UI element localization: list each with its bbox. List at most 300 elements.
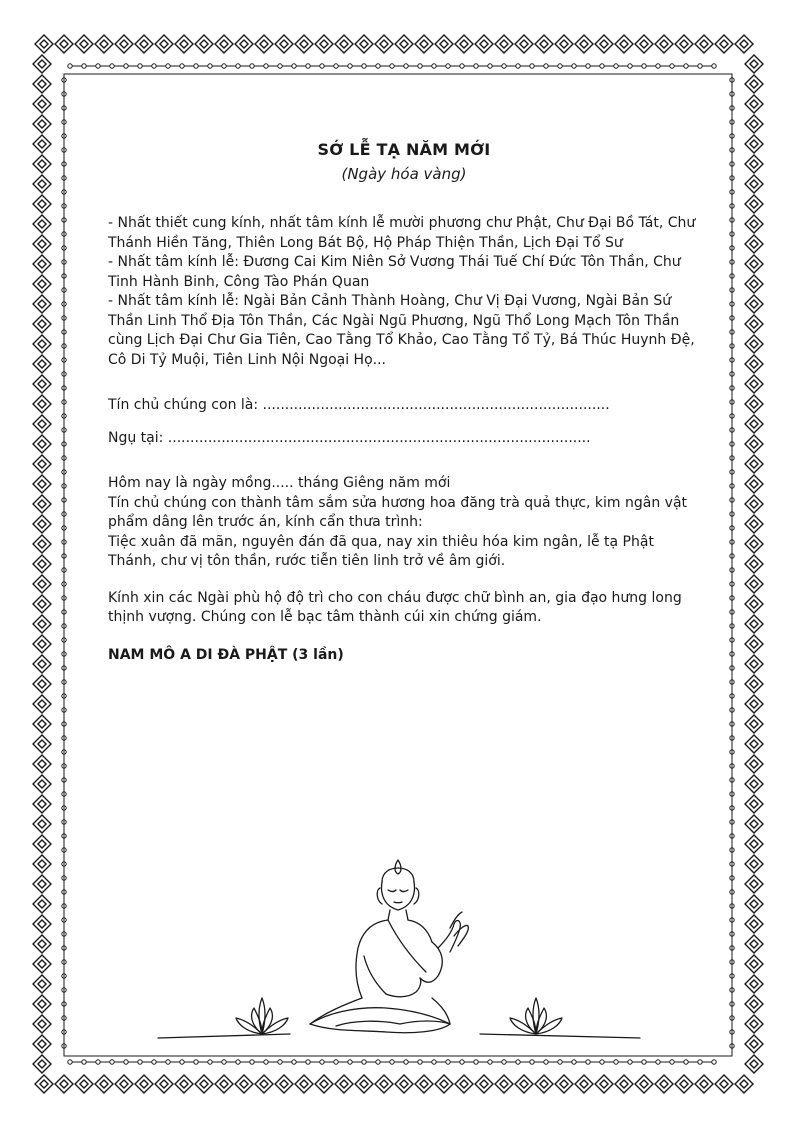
border-diamond-icon bbox=[33, 255, 51, 273]
chain-bead-icon bbox=[96, 1060, 100, 1064]
border-diamond-icon bbox=[33, 975, 51, 993]
border-diamond-icon bbox=[745, 155, 763, 173]
chain-bead-icon bbox=[712, 1060, 716, 1064]
border-diamond-inner-icon bbox=[280, 1080, 288, 1088]
border-diamond-icon bbox=[435, 1075, 453, 1093]
border-diamond-inner-icon bbox=[38, 1000, 46, 1008]
border-diamond-inner-icon bbox=[38, 980, 46, 988]
border-diamond-inner-icon bbox=[38, 220, 46, 228]
chain-bead-icon bbox=[614, 64, 618, 68]
border-diamond-icon bbox=[95, 35, 113, 53]
chain-bead-icon bbox=[138, 1060, 142, 1064]
border-diamond-inner-icon bbox=[160, 1080, 168, 1088]
prayer-line: Hôm nay là ngày mồng..... tháng Giêng năm mới bbox=[108, 475, 451, 491]
border-diamond-inner-icon bbox=[38, 1040, 46, 1048]
border-diamond-inner-icon bbox=[38, 360, 46, 368]
border-diamond-icon bbox=[33, 755, 51, 773]
border-diamond-icon bbox=[33, 635, 51, 653]
border-diamond-icon bbox=[33, 595, 51, 613]
border-diamond-icon bbox=[33, 155, 51, 173]
border-diamond-icon bbox=[745, 615, 763, 633]
border-diamond-inner-icon bbox=[400, 40, 408, 48]
chain-bead-icon bbox=[292, 1060, 296, 1064]
border-diamond-inner-icon bbox=[750, 820, 758, 828]
border-diamond-icon bbox=[155, 35, 173, 53]
border-diamond-icon bbox=[215, 1075, 233, 1093]
border-diamond-icon bbox=[33, 915, 51, 933]
border-diamond-icon bbox=[745, 715, 763, 733]
border-diamond-icon bbox=[33, 115, 51, 133]
border-diamond-inner-icon bbox=[140, 40, 148, 48]
border-diamond-icon bbox=[33, 275, 51, 293]
border-diamond-inner-icon bbox=[500, 1080, 508, 1088]
border-diamond-icon bbox=[33, 895, 51, 913]
border-diamond-icon bbox=[475, 1075, 493, 1093]
border-diamond-icon bbox=[135, 35, 153, 53]
border-diamond-inner-icon bbox=[38, 320, 46, 328]
border-diamond-inner-icon bbox=[540, 1080, 548, 1088]
chain-bead-icon bbox=[670, 1060, 674, 1064]
border-diamond-icon bbox=[715, 35, 733, 53]
border-diamond-icon bbox=[33, 515, 51, 533]
border-diamond-icon bbox=[715, 1075, 733, 1093]
border-diamond-icon bbox=[33, 135, 51, 153]
border-diamond-icon bbox=[255, 35, 273, 53]
border-diamond-icon bbox=[745, 675, 763, 693]
border-diamond-inner-icon bbox=[38, 840, 46, 848]
border-diamond-icon bbox=[195, 35, 213, 53]
border-diamond-icon bbox=[35, 1075, 53, 1093]
border-diamond-icon bbox=[33, 715, 51, 733]
invocation-item: - Nhất thiết cung kính, nhất tâm kính lễ mười phương chư Phật, Chư Đại Bồ Tát, Chư Thánh Hiền Tăng, Thiên Long Bát Bộ, Hộ Pháp Thiện Thần, Lịch Đại Tổ Sư bbox=[108, 215, 696, 251]
border-diamond-icon bbox=[155, 1075, 173, 1093]
border-diamond-icon bbox=[675, 35, 693, 53]
border-diamond-icon bbox=[355, 35, 373, 53]
chain-bead-icon bbox=[418, 1060, 422, 1064]
chain-bead-icon bbox=[264, 64, 268, 68]
border-diamond-icon bbox=[33, 375, 51, 393]
chain-bead-icon bbox=[698, 64, 702, 68]
border-diamond-inner-icon bbox=[340, 1080, 348, 1088]
border-diamond-icon bbox=[745, 1035, 763, 1053]
border-diamond-inner-icon bbox=[440, 1080, 448, 1088]
border-diamond-icon bbox=[745, 655, 763, 673]
border-diamond-icon bbox=[745, 335, 763, 353]
border-diamond-inner-icon bbox=[750, 1020, 758, 1028]
border-diamond-icon bbox=[745, 635, 763, 653]
border-diamond-inner-icon bbox=[750, 520, 758, 528]
border-diamond-inner-icon bbox=[750, 340, 758, 348]
border-diamond-icon bbox=[745, 435, 763, 453]
border-diamond-inner-icon bbox=[160, 40, 168, 48]
chain-bead-icon bbox=[488, 1060, 492, 1064]
border-diamond-inner-icon bbox=[750, 760, 758, 768]
chain-bead-icon bbox=[628, 1060, 632, 1064]
seated-buddha-lotus-icon bbox=[150, 848, 650, 1048]
border-diamond-inner-icon bbox=[38, 640, 46, 648]
border-diamond-icon bbox=[335, 1075, 353, 1093]
border-diamond-icon bbox=[33, 835, 51, 853]
chain-bead-icon bbox=[208, 64, 212, 68]
border-diamond-inner-icon bbox=[750, 380, 758, 388]
border-diamond-inner-icon bbox=[38, 60, 46, 68]
border-diamond-inner-icon bbox=[220, 40, 228, 48]
border-diamond-inner-icon bbox=[720, 40, 728, 48]
border-diamond-inner-icon bbox=[750, 200, 758, 208]
border-diamond-inner-icon bbox=[38, 240, 46, 248]
border-diamond-icon bbox=[535, 35, 553, 53]
chain-bead-icon bbox=[194, 1060, 198, 1064]
border-diamond-icon bbox=[33, 855, 51, 873]
border-diamond-inner-icon bbox=[540, 40, 548, 48]
border-diamond-icon bbox=[575, 1075, 593, 1093]
border-diamond-icon bbox=[745, 295, 763, 313]
chain-bead-icon bbox=[152, 1060, 156, 1064]
border-diamond-icon bbox=[745, 935, 763, 953]
border-diamond-inner-icon bbox=[750, 1060, 758, 1068]
right-lotus-icon bbox=[510, 998, 562, 1034]
border-diamond-icon bbox=[745, 995, 763, 1013]
border-diamond-icon bbox=[745, 55, 763, 73]
chain-bead-icon bbox=[320, 1060, 324, 1064]
chain-bead-icon bbox=[236, 64, 240, 68]
border-diamond-inner-icon bbox=[750, 1040, 758, 1048]
border-diamond-inner-icon bbox=[750, 640, 758, 648]
border-diamond-icon bbox=[33, 355, 51, 373]
invocation-list bbox=[108, 214, 700, 370]
border-diamond-inner-icon bbox=[480, 1080, 488, 1088]
border-diamond-icon bbox=[575, 35, 593, 53]
border-diamond-inner-icon bbox=[750, 860, 758, 868]
border-diamond-inner-icon bbox=[38, 80, 46, 88]
border-diamond-icon bbox=[115, 35, 133, 53]
border-diamond-inner-icon bbox=[600, 1080, 608, 1088]
border-diamond-inner-icon bbox=[320, 1080, 328, 1088]
border-diamond-inner-icon bbox=[260, 40, 268, 48]
chain-bead-icon bbox=[166, 1060, 170, 1064]
border-diamond-inner-icon bbox=[580, 1080, 588, 1088]
border-diamond-inner-icon bbox=[750, 600, 758, 608]
border-diamond-inner-icon bbox=[180, 40, 188, 48]
border-diamond-inner-icon bbox=[38, 1020, 46, 1028]
chain-bead-icon bbox=[530, 64, 534, 68]
border-diamond-icon bbox=[745, 695, 763, 713]
border-diamond-icon bbox=[745, 215, 763, 233]
border-diamond-inner-icon bbox=[38, 620, 46, 628]
border-diamond-icon bbox=[745, 315, 763, 333]
border-diamond-inner-icon bbox=[750, 500, 758, 508]
chain-bead-icon bbox=[586, 1060, 590, 1064]
border-diamond-inner-icon bbox=[750, 680, 758, 688]
border-diamond-inner-icon bbox=[38, 780, 46, 788]
border-diamond-inner-icon bbox=[38, 540, 46, 548]
border-diamond-inner-icon bbox=[460, 1080, 468, 1088]
chain-bead-icon bbox=[110, 1060, 114, 1064]
border-diamond-icon bbox=[745, 795, 763, 813]
border-diamond-icon bbox=[615, 1075, 633, 1093]
border-diamond-icon bbox=[195, 1075, 213, 1093]
border-diamond-icon bbox=[33, 535, 51, 553]
border-diamond-inner-icon bbox=[38, 920, 46, 928]
border-diamond-icon bbox=[235, 35, 253, 53]
border-diamond-inner-icon bbox=[340, 40, 348, 48]
border-diamond-icon bbox=[745, 515, 763, 533]
border-diamond-icon bbox=[335, 35, 353, 53]
chain-bead-icon bbox=[572, 64, 576, 68]
border-diamond-icon bbox=[35, 35, 53, 53]
border-diamond-inner-icon bbox=[560, 40, 568, 48]
border-diamond-icon bbox=[745, 275, 763, 293]
border-diamond-inner-icon bbox=[38, 740, 46, 748]
border-diamond-inner-icon bbox=[40, 40, 48, 48]
border-diamond-icon bbox=[475, 35, 493, 53]
page-subtitle: (Ngày hóa vàng) bbox=[341, 165, 467, 183]
border-diamond-icon bbox=[33, 995, 51, 1013]
chain-bead-icon bbox=[236, 1060, 240, 1064]
chain-bead-icon bbox=[698, 1060, 702, 1064]
border-diamond-inner-icon bbox=[38, 100, 46, 108]
chain-bead-icon bbox=[362, 1060, 366, 1064]
border-diamond-inner-icon bbox=[100, 40, 108, 48]
border-diamond-icon bbox=[745, 255, 763, 273]
border-diamond-inner-icon bbox=[500, 40, 508, 48]
border-diamond-inner-icon bbox=[100, 1080, 108, 1088]
chain-bead-icon bbox=[712, 64, 716, 68]
border-diamond-icon bbox=[745, 555, 763, 573]
chain-bead-icon bbox=[390, 64, 394, 68]
chain-bead-icon bbox=[250, 1060, 254, 1064]
border-diamond-icon bbox=[745, 875, 763, 893]
chain-bead-icon bbox=[68, 1060, 72, 1064]
border-diamond-inner-icon bbox=[280, 40, 288, 48]
blessing-wish: Kính xin các Ngài phù hộ độ trì cho con cháu được chữ bình an, gia đạo hưng long thịnh vượng. Chúng con lễ bạc tâm thành cúi xin chứng giám. bbox=[108, 589, 682, 625]
chain-bead-icon bbox=[600, 64, 604, 68]
border-diamond-icon bbox=[33, 235, 51, 253]
border-diamond-inner-icon bbox=[40, 1080, 48, 1088]
border-diamond-icon bbox=[745, 375, 763, 393]
border-diamond-icon bbox=[745, 395, 763, 413]
border-diamond-icon bbox=[745, 575, 763, 593]
border-diamond-inner-icon bbox=[640, 40, 648, 48]
border-diamond-inner-icon bbox=[750, 980, 758, 988]
border-diamond-icon bbox=[255, 1075, 273, 1093]
chain-bead-icon bbox=[222, 1060, 226, 1064]
chain-bead-icon bbox=[502, 1060, 506, 1064]
border-diamond-inner-icon bbox=[360, 40, 368, 48]
border-diamond-inner-icon bbox=[750, 580, 758, 588]
border-diamond-inner-icon bbox=[38, 580, 46, 588]
border-diamond-icon bbox=[33, 815, 51, 833]
border-diamond-icon bbox=[435, 35, 453, 53]
border-diamond-icon bbox=[495, 35, 513, 53]
border-diamond-inner-icon bbox=[80, 40, 88, 48]
border-diamond-inner-icon bbox=[240, 40, 248, 48]
border-diamond-icon bbox=[295, 35, 313, 53]
border-diamond-inner-icon bbox=[38, 300, 46, 308]
border-diamond-icon bbox=[33, 875, 51, 893]
border-diamond-icon bbox=[695, 1075, 713, 1093]
border-diamond-inner-icon bbox=[380, 40, 388, 48]
border-diamond-icon bbox=[745, 955, 763, 973]
chain-bead-icon bbox=[278, 64, 282, 68]
border-diamond-icon bbox=[695, 35, 713, 53]
chain-bead-icon bbox=[110, 64, 114, 68]
chain-bead-icon bbox=[544, 64, 548, 68]
border-diamond-icon bbox=[745, 195, 763, 213]
border-diamond-icon bbox=[745, 95, 763, 113]
border-diamond-icon bbox=[33, 615, 51, 633]
border-diamond-inner-icon bbox=[720, 1080, 728, 1088]
border-diamond-icon bbox=[33, 75, 51, 93]
border-diamond-inner-icon bbox=[360, 1080, 368, 1088]
border-diamond-icon bbox=[745, 455, 763, 473]
border-diamond-inner-icon bbox=[600, 40, 608, 48]
border-diamond-icon bbox=[515, 1075, 533, 1093]
border-diamond-icon bbox=[33, 395, 51, 413]
border-diamond-icon bbox=[33, 415, 51, 433]
border-diamond-icon bbox=[135, 1075, 153, 1093]
border-diamond-inner-icon bbox=[750, 900, 758, 908]
chain-bead-icon bbox=[306, 64, 310, 68]
border-diamond-inner-icon bbox=[120, 40, 128, 48]
border-diamond-inner-icon bbox=[38, 600, 46, 608]
border-diamond-inner-icon bbox=[38, 160, 46, 168]
border-diamond-inner-icon bbox=[750, 460, 758, 468]
border-diamond-icon bbox=[215, 35, 233, 53]
border-diamond-icon bbox=[635, 1075, 653, 1093]
border-diamond-icon bbox=[745, 815, 763, 833]
border-diamond-icon bbox=[33, 555, 51, 573]
border-diamond-inner-icon bbox=[38, 380, 46, 388]
border-diamond-inner-icon bbox=[750, 280, 758, 288]
border-diamond-inner-icon bbox=[750, 100, 758, 108]
border-diamond-icon bbox=[635, 35, 653, 53]
border-diamond-inner-icon bbox=[60, 1080, 68, 1088]
border-diamond-icon bbox=[33, 675, 51, 693]
border-diamond-inner-icon bbox=[460, 40, 468, 48]
chain-bead-icon bbox=[432, 1060, 436, 1064]
border-diamond-icon bbox=[33, 1015, 51, 1033]
prayer-body bbox=[108, 474, 700, 572]
border-diamond-icon bbox=[745, 355, 763, 373]
border-diamond-inner-icon bbox=[750, 400, 758, 408]
chain-bead-icon bbox=[558, 64, 562, 68]
border-diamond-icon bbox=[555, 1075, 573, 1093]
chain-bead-icon bbox=[82, 1060, 86, 1064]
border-diamond-inner-icon bbox=[38, 440, 46, 448]
border-diamond-icon bbox=[275, 35, 293, 53]
chain-bead-icon bbox=[306, 1060, 310, 1064]
border-diamond-icon bbox=[33, 775, 51, 793]
border-diamond-inner-icon bbox=[750, 480, 758, 488]
border-diamond-icon bbox=[745, 835, 763, 853]
border-diamond-inner-icon bbox=[38, 140, 46, 148]
border-diamond-icon bbox=[535, 1075, 553, 1093]
chain-bead-icon bbox=[530, 1060, 534, 1064]
border-diamond-inner-icon bbox=[38, 420, 46, 428]
border-diamond-icon bbox=[555, 35, 573, 53]
border-diamond-inner-icon bbox=[750, 940, 758, 948]
border-diamond-inner-icon bbox=[200, 40, 208, 48]
chain-bead-icon bbox=[600, 1060, 604, 1064]
border-diamond-inner-icon bbox=[750, 560, 758, 568]
chain-bead-icon bbox=[474, 64, 478, 68]
border-diamond-inner-icon bbox=[740, 1080, 748, 1088]
border-diamond-inner-icon bbox=[180, 1080, 188, 1088]
border-diamond-inner-icon bbox=[750, 440, 758, 448]
chain-bead-icon bbox=[124, 1060, 128, 1064]
border-diamond-icon bbox=[33, 1055, 51, 1073]
prayer-line: Tiệc xuân đã mãn, nguyên đán đã qua, nay xin thiêu hóa kim ngân, lễ tạ Phật Thánh, chư vị tôn thần, rước tiễn tiên linh trở về âm giới. bbox=[108, 533, 654, 569]
border-diamond-inner-icon bbox=[300, 40, 308, 48]
chain-bead-icon bbox=[376, 1060, 380, 1064]
chain-bead-icon bbox=[404, 64, 408, 68]
page-title: SỚ LỄ TẠ NĂM MỚI bbox=[317, 140, 491, 159]
border-diamond-inner-icon bbox=[480, 40, 488, 48]
border-diamond-inner-icon bbox=[740, 40, 748, 48]
border-diamond-icon bbox=[33, 695, 51, 713]
chain-bead-icon bbox=[166, 64, 170, 68]
border-diamond-icon bbox=[235, 1075, 253, 1093]
border-diamond-icon bbox=[375, 35, 393, 53]
border-diamond-icon bbox=[745, 735, 763, 753]
chain-bead-icon bbox=[656, 64, 660, 68]
border-diamond-inner-icon bbox=[750, 160, 758, 168]
border-diamond-inner-icon bbox=[750, 620, 758, 628]
chain-bead-icon bbox=[82, 64, 86, 68]
border-diamond-inner-icon bbox=[560, 1080, 568, 1088]
chain-bead-icon bbox=[180, 1060, 184, 1064]
border-diamond-icon bbox=[33, 335, 51, 353]
border-diamond-inner-icon bbox=[750, 960, 758, 968]
border-diamond-inner-icon bbox=[38, 280, 46, 288]
border-diamond-inner-icon bbox=[38, 960, 46, 968]
border-diamond-icon bbox=[395, 35, 413, 53]
border-diamond-icon bbox=[655, 35, 673, 53]
border-diamond-inner-icon bbox=[38, 680, 46, 688]
border-diamond-inner-icon bbox=[420, 40, 428, 48]
border-diamond-icon bbox=[33, 1035, 51, 1053]
border-diamond-icon bbox=[735, 1075, 753, 1093]
chain-bead-icon bbox=[418, 64, 422, 68]
chain-bead-icon bbox=[152, 64, 156, 68]
border-diamond-inner-icon bbox=[400, 1080, 408, 1088]
border-diamond-icon bbox=[745, 175, 763, 193]
border-diamond-inner-icon bbox=[660, 1080, 668, 1088]
chain-bead-icon bbox=[460, 64, 464, 68]
border-diamond-icon bbox=[745, 135, 763, 153]
border-diamond-inner-icon bbox=[750, 300, 758, 308]
border-diamond-inner-icon bbox=[680, 40, 688, 48]
chain-bead-icon bbox=[684, 1060, 688, 1064]
border-diamond-icon bbox=[455, 35, 473, 53]
invocation-item: - Nhất tâm kính lễ: Ngài Bản Cảnh Thành Hoàng, Chư Vị Đại Vương, Ngài Bản Sứ Thần Linh Thổ Địa Tôn Thần, Các Ngài Ngũ Phương, Ngũ Thổ Long Mạch Tôn Thần cùng Lịch Đại Chư Gia Tiên, Cao Tằng Tổ Khảo, Cao Tằng Tổ Tỷ, Bá Thúc Huynh Đệ, Cô Di Tỷ Muội, Tiên Linh Nội Ngoại Họ... bbox=[108, 293, 695, 368]
chain-bead-icon bbox=[68, 64, 72, 68]
devotee-name-line: Tín chủ chúng con là: .............................................................................. bbox=[108, 397, 610, 413]
border-diamond-inner-icon bbox=[38, 560, 46, 568]
border-diamond-inner-icon bbox=[38, 200, 46, 208]
border-diamond-inner-icon bbox=[38, 720, 46, 728]
border-diamond-inner-icon bbox=[750, 180, 758, 188]
border-diamond-inner-icon bbox=[38, 260, 46, 268]
chain-bead-icon bbox=[250, 64, 254, 68]
border-diamond-icon bbox=[33, 195, 51, 213]
border-diamond-inner-icon bbox=[380, 1080, 388, 1088]
chain-bead-icon bbox=[334, 64, 338, 68]
border-diamond-icon bbox=[33, 175, 51, 193]
border-diamond-inner-icon bbox=[38, 500, 46, 508]
border-diamond-inner-icon bbox=[750, 240, 758, 248]
